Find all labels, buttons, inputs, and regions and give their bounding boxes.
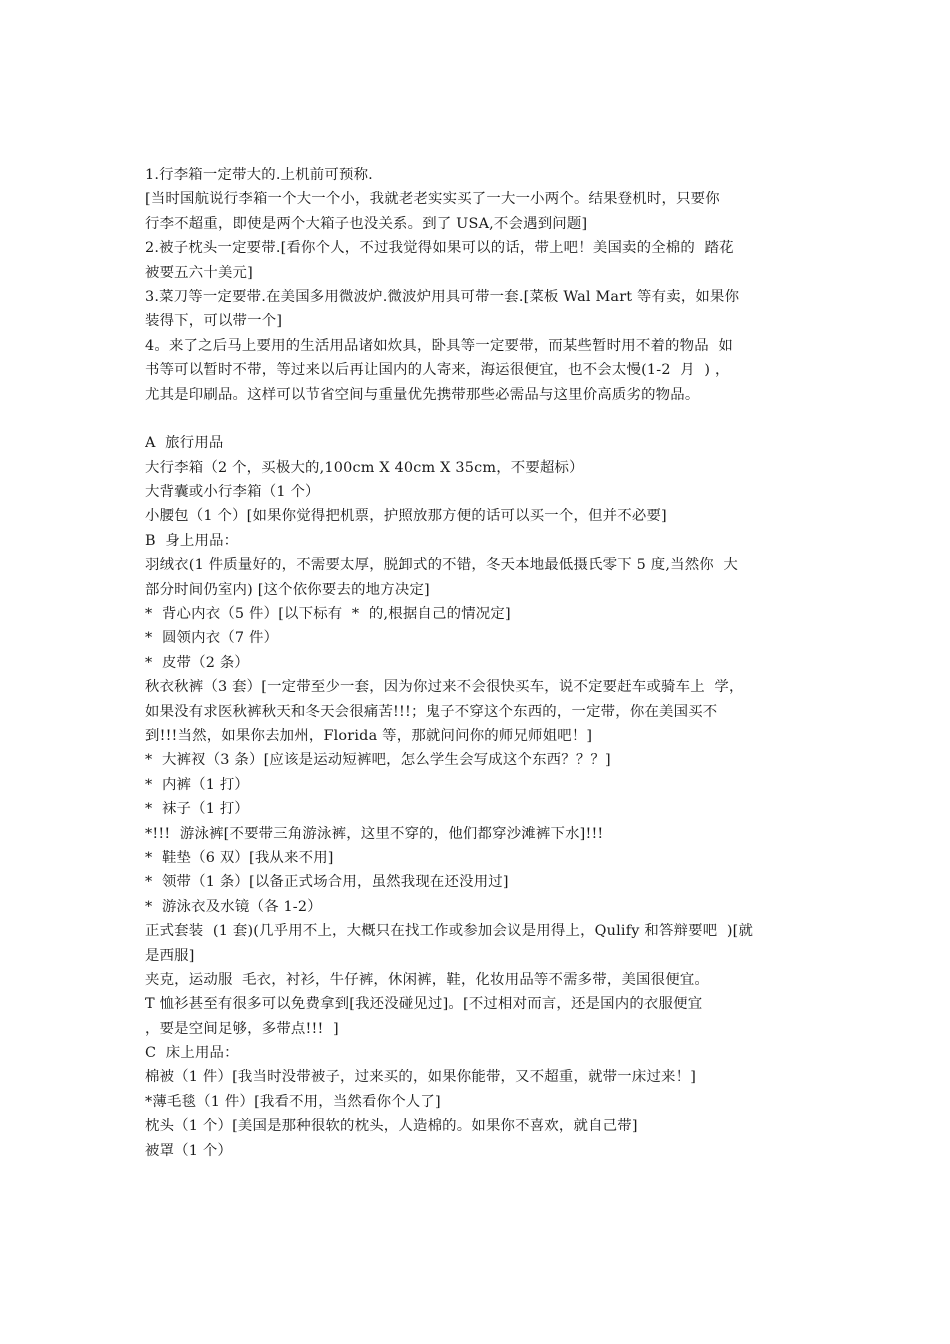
blank-line: [145, 407, 813, 431]
text-line: 4。来了之后马上要用的生活用品诸如炊具，卧具等一定要带，而某些暂时用不着的物品 如: [145, 337, 733, 354]
text-line: * 大裤衩（3 条）[应该是运动短裤吧，怎么学生会写成这个东西？？？]: [145, 752, 611, 769]
text-line: 小腰包（1 个）[如果你觉得把机票，护照放那方便的话可以买一个，但并不必要]: [145, 508, 667, 525]
text-line: 被罩（1 个）: [145, 1142, 233, 1159]
text-line: 如果没有求医秋裤秋天和冬天会很痛苦!!!；鬼子不穿这个东西的，一定带，你在美国买不: [145, 703, 718, 720]
text-line: * 游泳衣及水镜（各 1-2）: [145, 898, 322, 915]
text-line: *!!! 游泳裤[不要带三角游泳裤，这里不穿的，他们都穿沙滩裤下水]!!!: [145, 825, 604, 842]
section-heading: C 床上用品：: [145, 1045, 239, 1062]
document-body: [145, 163, 813, 1163]
text-line: * 内裤（1 打）: [145, 776, 250, 793]
text-line: 3.菜刀等一定要带.在美国多用微波炉.微波炉用具可带一套.[菜板 Wal Mart 等有卖，如果你: [145, 288, 740, 305]
text-line: [当时国航说行李箱一个大一个小，我就老老实实买了一大一小两个。结果登机时，只要你: [145, 191, 720, 208]
text-line: 到!!!当然，如果你去加州，Florida 等，那就问问你的师兄师姐吧！]: [145, 727, 593, 744]
text-line: 大行李箱（2 个，买极大的,100cm X 40cm X 35cm，不要超标）: [145, 459, 584, 476]
text-line: T 恤衫甚至有很多可以免费拿到[我还没碰见过]。[不过相对而言，还是国内的衣服便宜: [145, 996, 703, 1013]
text-line: 大背囊或小行李箱（1 个）: [145, 484, 320, 501]
text-line: * 圆领内衣（7 件）: [145, 630, 279, 647]
text-line: 书等可以暂时不带，等过来以后再让国内的人寄来，海运很便宜，也不会太慢(1-2 月 ) ，: [145, 362, 730, 379]
text-line: 夹克，运动服 毛衣，衬衫，牛仔裤，休闲裤，鞋，化妆用品等不需多带，美国很便宜。: [145, 971, 709, 988]
text-line: * 领带（1 条）[以备正式场合用，虽然我现在还没用过]: [145, 874, 509, 891]
text-line: 被要五六十美元]: [145, 264, 253, 281]
text-line: * 袜子（1 打）: [145, 801, 250, 818]
section-heading: A 旅行用品: [145, 435, 224, 452]
text-line: 尤其是印刷品。这样可以节省空间与重量优先携带那些必需品与这里价高质劣的物品。: [145, 386, 700, 403]
text-line: 正式套装 (1 套)(几乎用不上，大概只在找工作或参加会议是用得上，Qulify 和答辩要吧 )[就: [145, 923, 754, 940]
text-line: * 皮带（2 条）: [145, 654, 250, 671]
text-line: 行李不超重，即使是两个大箱子也没关系。到了 USA,不会遇到问题]: [145, 215, 588, 232]
text-line: * 背心内衣（5 件）[以下标有 * 的,根据自己的情况定]: [145, 606, 511, 623]
text-line: 部分时间仍室内) [这个依你要去的地方决定]: [145, 581, 430, 598]
text-line: 1.行李箱一定带大的.上机前可预称.: [145, 167, 373, 183]
section-heading: B 身上用品：: [145, 532, 239, 549]
text-line: 羽绒衣(1 件质量好的，不需要太厚，脱卸式的不错，冬天本地最低摄氏零下 5 度,当然你 大: [145, 557, 739, 574]
text-line: 枕头（1 个）[美国是那种很软的枕头，人造棉的。如果你不喜欢，就自己带]: [145, 1118, 638, 1135]
text-line: ，要是空间足够，多带点!!! ]: [145, 1020, 339, 1037]
text-line: 2.被子枕头一定要带.[看你个人，不过我觉得如果可以的话，带上吧！美国卖的全棉的 踏花: [145, 240, 734, 257]
text-line: *薄毛毯（1 件）[我看不用，当然看你个人了]: [145, 1093, 441, 1110]
text-line: 秋衣秋裤（3 套）[一定带至少一套，因为你过来不会很快买车，说不定要赶车或骑车上 学，: [145, 679, 744, 696]
text-line: 棉被（1 件）[我当时没带被子，过来买的，如果你能带，又不超重，就带一床过来！]: [145, 1069, 697, 1086]
text-line: * 鞋垫（6 双）[我从来不用]: [145, 849, 334, 866]
text-line: 是西服]: [145, 947, 195, 964]
text-line: 装得下，可以带一个]: [145, 313, 283, 330]
